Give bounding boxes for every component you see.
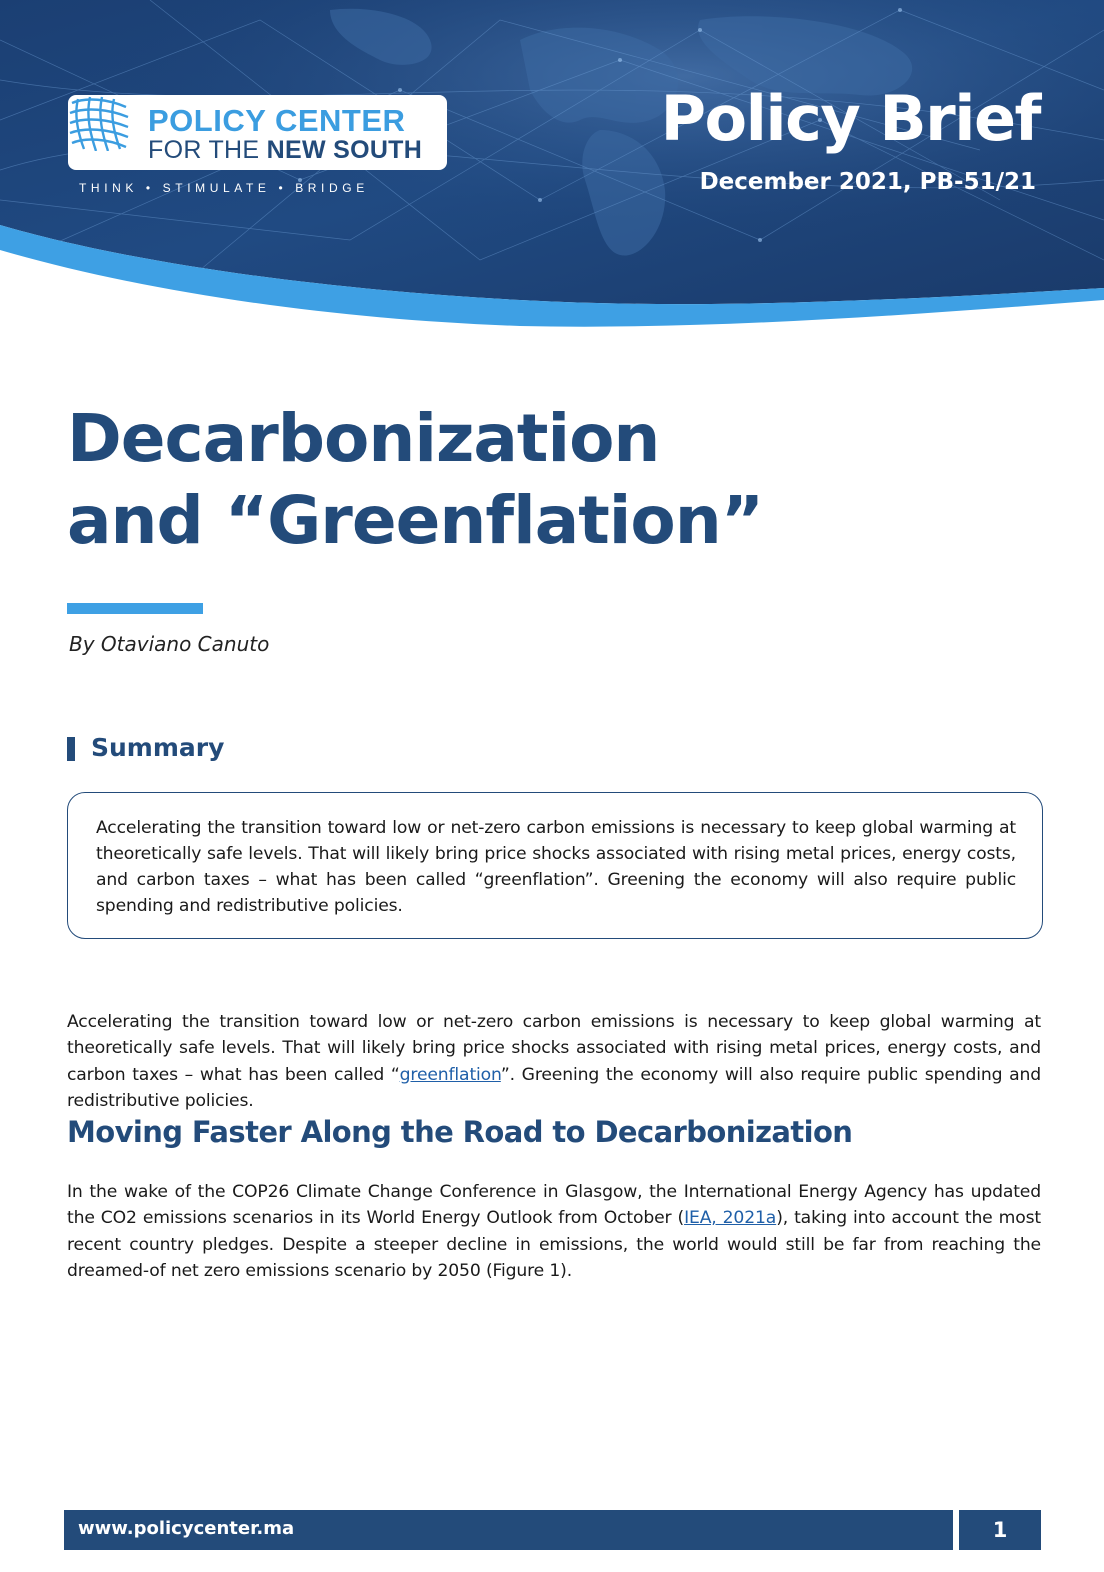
logo[interactable]: [68, 95, 447, 170]
intro-text-before-link: Accelerating the transition toward low or net-zero carbon emissions is necessary to keep global warming at theoretically safe levels. That will likely bring price shocks associated with rising metal prices, energy costs, and carbon taxes – what has been called “: [67, 1012, 1041, 1085]
section-text-after-link: ), taking into account the most recent country pledges. Despite a steeper decline in emissions, the world would still be far from reaching the dreamed-of net zero emissions scenario by 2050 (Figure 1).: [67, 1208, 1041, 1281]
page-title-line1: Decarbonization: [67, 400, 660, 477]
summary-marker: [67, 737, 75, 761]
logo-line2-prefix: FOR THE: [148, 136, 267, 164]
section-heading: Moving Faster Along the Road to Decarbonization: [67, 1115, 853, 1149]
intro-paragraph: [67, 1009, 1041, 1114]
summary-text: Accelerating the transition toward low or net-zero carbon emissions is necessary to keep global warming at theoretically safe levels. That will likely bring price shocks associated with rising metal prices, energy costs, and carbon taxes – what has been called “greenflation”. Greening the economy will also require public spending and redistributive policies.: [96, 818, 1016, 916]
summary-box: [67, 792, 1043, 939]
footer-bar: [64, 1510, 953, 1550]
section-text-before-link: In the wake of the COP26 Climate Change Conference in Glasgow, the International Energy Agency has updated the CO2 emissions scenarios in its World Energy Outlook from October (: [67, 1182, 1041, 1229]
globe-grid-icon: [68, 95, 130, 151]
title-underline: [67, 603, 203, 614]
greenflation-link[interactable]: greenflation: [399, 1064, 501, 1085]
document-type: Policy Brief: [660, 82, 1040, 155]
page-title: [67, 398, 867, 562]
author-byline: By Otaviano Canuto: [69, 632, 270, 656]
document-date-reference: December 2021, PB-51/21: [699, 169, 1036, 195]
summary-heading: Summary: [91, 733, 225, 762]
intro-text-after-link: ”. Greening the economy will also require public spending and redistributive policies.: [67, 1064, 1041, 1111]
header-banner: [0, 0, 1104, 335]
page-title-line2: and “Greenflation”: [67, 482, 764, 559]
logo-name-line2: [148, 136, 422, 165]
logo-tagline: THINK • STIMULATE • BRIDGE: [79, 181, 369, 195]
footer-website-url[interactable]: www.policycenter.ma: [78, 1518, 295, 1539]
section-paragraph: [67, 1179, 1041, 1284]
iea-citation-link[interactable]: IEA, 2021a: [684, 1208, 777, 1229]
page-number: 1: [959, 1510, 1041, 1550]
logo-name-line1: POLICY CENTER: [148, 103, 406, 138]
logo-line2-bold: NEW SOUTH: [266, 136, 423, 164]
